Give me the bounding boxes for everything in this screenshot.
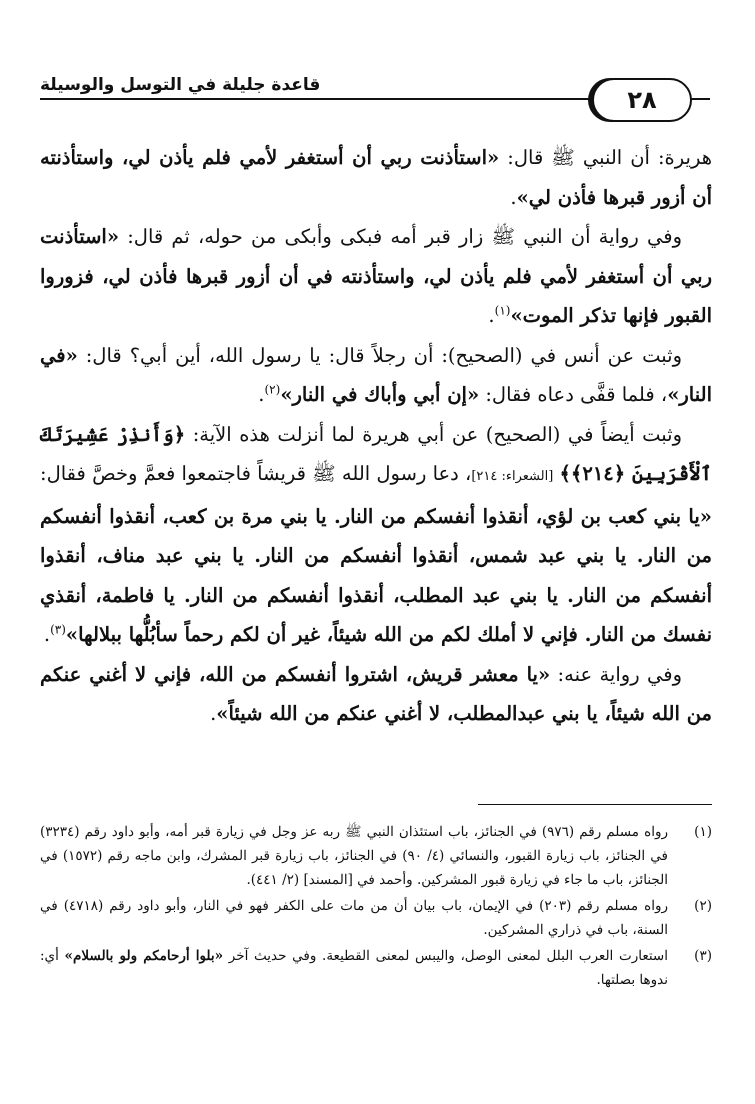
footnote-number: (٢) [694,898,712,914]
footnotes [40,820,712,994]
p3-mid: ، فلما قفَّى دعاه فقال: [479,383,668,406]
p4-mid: ، دعا رسول الله ﷺ قريشاً فاجتمعوا فعمَّ وخصَّ فقال: [40,462,472,485]
footnote-separator [478,804,712,805]
sura-reference: [الشعراء: ٢١٤] [471,469,554,484]
footnote-text: رواه مسلم رقم (٢٠٣) في الإيمان، باب بيان أن من مات على الكفر فهو في النار، وأبو داود رقم (٤٧١٨) في السنة، باب في ذراري المشركين. [40,898,668,938]
p4-end: . [43,623,51,646]
p5-hadith: «يا معشر قريش، اشتروا أنفسكم من الله، فإني لا أغني عنكم من الله شيئاً، يا بني عبدالمطلب، لا أغني عنكم من الله شيئاً» [40,662,712,725]
p1-end: . [510,185,517,209]
p3-quote-2: «إن أبي وأباك في النار» [280,383,480,406]
p2-end: . [488,304,495,327]
footnote-3 [40,944,712,992]
p2-lead: وفي رواية أن النبي ﷺ زار قبر أمه فبكى وأبكى من حوله، ثم قال: [119,225,682,248]
p3-end: . [258,383,265,406]
paragraph-4 [40,415,712,655]
p5-lead: وفي رواية عنه: [550,662,683,686]
footnote-ref-2[interactable]: (٢) [264,382,281,397]
running-header [40,72,710,122]
footnote-ref-1[interactable]: (١) [494,303,511,318]
footnote-number: (١) [694,824,712,840]
footnote-quote: «بلوا أرحامكم ولو بالسلام» [64,948,224,964]
main-text [40,138,712,734]
paragraph-1 [40,138,712,217]
footnote-text-part: استعارت العرب البلل لمعنى الوصل، واليبس لمعنى القطيعة. وفي حديث آخر [223,948,668,964]
footnote-number: (٣) [694,948,712,964]
footnote-text: رواه مسلم رقم (٩٧٦) في الجنائز، باب استئذان النبي ﷺ ربه عز وجل في زيارة قبر أمه، وأبو داود رقم (٣٢٣٤) في الجنائز، باب زيارة القبور، والنسائي (٤/ ٩٠) في الجنائز، باب زيارة قبر المشرك، وابن ماجه رقم (١٥٧٢) في الجنائز، باب ما جاء في زيارة قبور المشركين. وأحمد في [المسند] (٢/ ٤٤١). [40,824,669,888]
footnote-1 [40,820,712,892]
page-number-badge: ٢٨ [592,78,692,122]
book-title: قاعدة جليلة في التوسل والوسيلة [40,75,321,95]
footnote-ref-3[interactable]: (٣) [50,622,66,637]
p4-lead: وثبت أيضاً في (الصحيح) عن أبي هريرة لما أنزلت هذه الآية: [185,422,682,446]
footnote-2 [40,894,712,942]
p1-hadith: «استأذنت ربي أن أستغفر لأمي فلم يأذن لي، واستأذنته أن أزور قبرها فأذن لي» [40,146,712,209]
p3-lead: وثبت عن أنس في (الصحيح): أن رجلاً قال: يا رسول الله، أين أبي؟ قال: [77,343,682,367]
paragraph-5 [40,655,712,734]
paragraph-3 [40,336,712,415]
quran-verse: ﴿وَأَنذِرْ عَشِيرَتَكَ ٱلْأَقْرَبِينَ ﴿٢١٤﴾﴾ [40,422,712,485]
p1-lead: هريرة: أن النبي ﷺ قال: [499,146,713,169]
footnote-text [40,944,668,992]
p4-hadith: «يا بني كعب بن لؤي، أنقذوا أنفسكم من النار. يا بني مرة بن كعب، أنقذوا أنفسكم من النار. يا بني عبد شمس، أنقذوا أنفسكم من النار. يا بني عبد مناف، أنقذوا أنفسكم من النار. يا بني عبد المطلب، أنقذوا أنفسكم من النار. يا فاطمة، أنقذي نفسك من النار. فإني لا أملك لكم من الله شيئاً، غير أن لكم رحماً سأبُلُّها ببلالها» [40,504,712,646]
p2-hadith: «استأذنت ربي أن أستغفر لأمي فلم يأذن لي، واستأذنته في أن أزور قبرها فأذن لي، فزوروا القبور فإنها تذكر الموت» [40,225,712,327]
footnote-text-part: أي: ندوها بصلتها. [40,948,668,988]
p3-quote-1: «في النار» [40,343,712,406]
paragraph-2 [40,217,712,336]
p5-end: . [210,702,217,725]
